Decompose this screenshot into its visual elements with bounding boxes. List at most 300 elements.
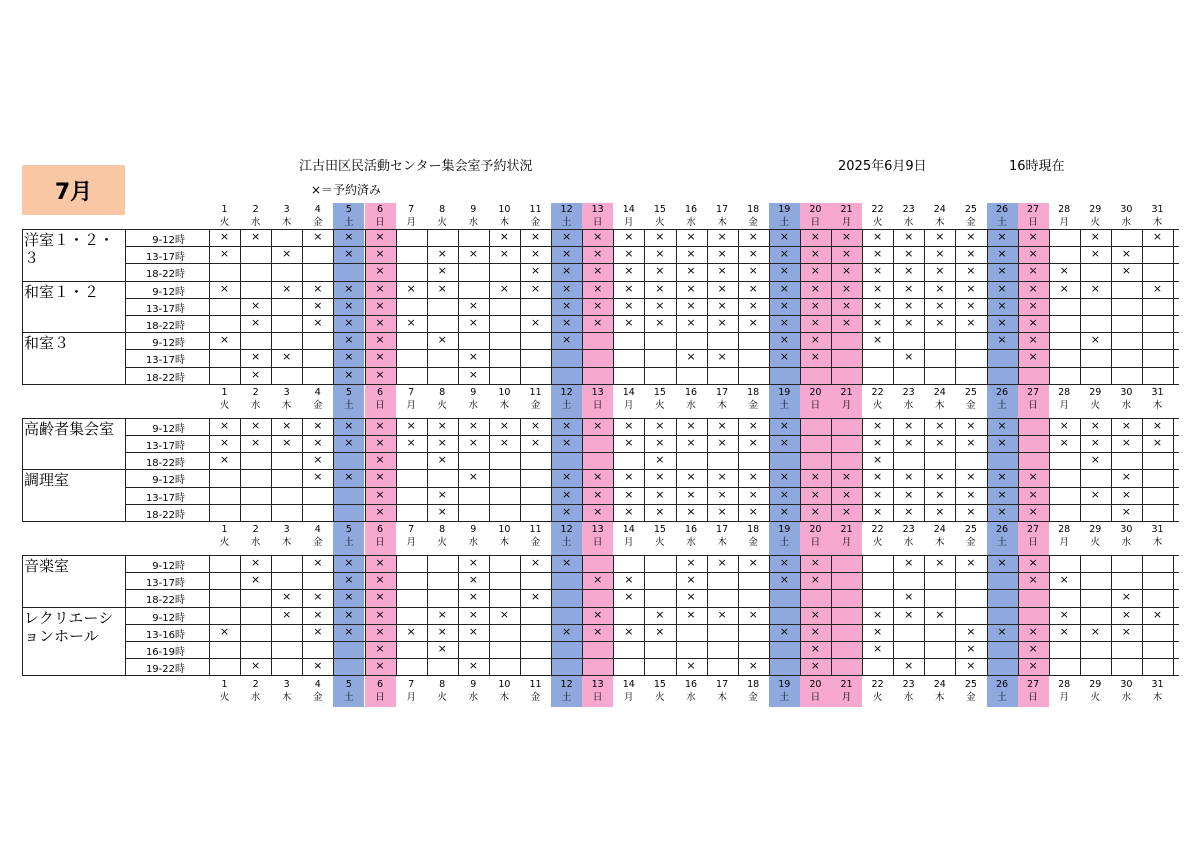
booked-mark: × (1028, 487, 1038, 501)
booked-mark: × (748, 487, 758, 501)
day-header (333, 203, 364, 229)
day-col-border (769, 229, 770, 384)
weekday: 月 (1059, 399, 1069, 411)
booked-mark: × (935, 418, 945, 432)
booked-mark: × (655, 487, 665, 501)
booked-mark: × (1059, 436, 1069, 449)
weekday: 月 (841, 692, 852, 704)
weekday: 火 (655, 692, 665, 704)
day-number: 31 (1151, 204, 1164, 215)
booked-mark: × (561, 487, 572, 501)
booked-mark: × (499, 230, 509, 243)
slot-label: 9-12時 (152, 475, 185, 487)
day-number: 22 (871, 679, 884, 691)
booked-mark: × (468, 436, 478, 449)
booked-mark: × (1152, 418, 1163, 432)
day-col-border (458, 229, 459, 384)
day-col-border (302, 418, 303, 521)
day-col-border (209, 418, 210, 521)
day-col-border (1018, 555, 1019, 675)
booked-mark: × (966, 470, 976, 484)
booked-mark: × (530, 418, 541, 432)
day-number: 1 (221, 524, 228, 535)
day-col-border (240, 418, 241, 521)
day-number: 14 (622, 524, 635, 535)
day-col-border (1049, 555, 1050, 675)
weekday: 日 (810, 217, 821, 228)
booked-mark: × (655, 453, 665, 467)
booked-mark: × (810, 470, 820, 484)
booked-mark: × (841, 470, 852, 484)
day-number: 16 (684, 386, 698, 398)
booked-mark: × (810, 607, 820, 621)
booked-mark: × (282, 247, 292, 261)
weekday: 土 (344, 692, 354, 704)
day-col-border (738, 229, 739, 384)
booked-mark: × (468, 470, 478, 484)
room-name: 和室３ (24, 334, 70, 353)
day-number: 13 (591, 524, 604, 535)
booked-mark: × (375, 350, 385, 364)
booked-mark: × (468, 298, 478, 312)
weekday: 金 (530, 537, 541, 548)
booked-mark: × (344, 230, 354, 243)
day-number: 5 (345, 679, 352, 691)
day-number: 7 (408, 524, 415, 535)
day-number: 18 (747, 524, 760, 535)
weekday: 日 (810, 537, 821, 548)
day-col-border (209, 229, 210, 384)
booked-mark: × (997, 504, 1007, 518)
day-number: 15 (653, 386, 666, 398)
booked-mark: × (1028, 247, 1038, 261)
booked-mark: × (904, 418, 914, 432)
weekday: 木 (717, 692, 727, 704)
day-header (676, 523, 707, 549)
weekday: 日 (1028, 217, 1038, 228)
booked-mark: × (717, 298, 727, 312)
weekday: 土 (561, 399, 572, 411)
day-col-border (707, 555, 708, 675)
weekday: 金 (748, 537, 758, 548)
day-col-border (862, 555, 863, 675)
day-col-border (676, 555, 677, 675)
day-header (800, 523, 831, 549)
weekday: 金 (748, 692, 758, 704)
booked-mark: × (997, 247, 1007, 261)
booked-mark: × (997, 624, 1007, 638)
weekday: 金 (313, 692, 323, 704)
booked-mark: × (344, 418, 354, 432)
slot-label: 18-22時 (145, 372, 185, 384)
day-col-border (738, 418, 739, 521)
day-number: 29 (1089, 524, 1102, 535)
day-header (302, 523, 333, 549)
day-header (489, 203, 520, 229)
booked-mark: × (655, 264, 665, 278)
booked-mark: × (904, 504, 914, 518)
day-col-border (800, 555, 801, 675)
slot-label: 18-22時 (145, 509, 185, 521)
day-col-border (396, 418, 397, 521)
slot-label: 18-22時 (145, 595, 185, 607)
day-number: 20 (809, 524, 822, 535)
day-number: 11 (529, 679, 542, 691)
day-number: 4 (314, 524, 321, 535)
day-col-border (707, 229, 708, 384)
booked-mark: × (904, 659, 914, 673)
day-col-border (582, 418, 583, 521)
booked-mark: × (717, 230, 727, 243)
booked-mark: × (779, 556, 789, 569)
weekday: 水 (1121, 399, 1132, 411)
weekday: 日 (592, 399, 603, 411)
booked-mark: × (530, 316, 541, 329)
booked-mark: × (1028, 350, 1038, 364)
booked-mark: × (872, 333, 883, 347)
day-header (427, 386, 458, 412)
day-header (271, 523, 302, 549)
booked-mark: × (904, 264, 914, 278)
booked-mark: × (561, 436, 572, 449)
day-col-border (1049, 418, 1050, 521)
booked-mark: × (313, 607, 323, 621)
left-border (22, 555, 23, 675)
booked-mark: × (593, 418, 603, 432)
booked-mark: × (904, 316, 914, 329)
booked-mark: × (593, 281, 603, 295)
booked-mark: × (561, 281, 572, 295)
day-number: 25 (964, 204, 977, 215)
day-header (1049, 678, 1080, 704)
day-header (427, 203, 458, 229)
booked-mark: × (624, 487, 634, 501)
booked-mark: × (1028, 264, 1038, 278)
day-header (302, 678, 333, 704)
weekday: 木 (1152, 537, 1163, 548)
weekday: 水 (1121, 217, 1132, 228)
booked-mark: × (872, 247, 883, 261)
booked-mark: × (686, 418, 696, 432)
day-col-border (769, 418, 770, 521)
booked-mark: × (1059, 418, 1069, 432)
day-col-border (302, 229, 303, 384)
weekday: 月 (406, 692, 416, 704)
day-header (520, 203, 551, 229)
slot-label: 13-16時 (145, 629, 185, 641)
weekday: 金 (966, 537, 976, 548)
booked-mark: × (530, 556, 541, 569)
day-header (893, 386, 924, 412)
day-header (551, 203, 582, 229)
booked-mark: × (966, 659, 976, 673)
day-number: 7 (408, 386, 415, 398)
booked-mark: × (935, 264, 945, 278)
day-header (1111, 203, 1142, 229)
booked-mark: × (748, 418, 758, 432)
booked-mark: × (748, 316, 758, 329)
day-col-border (676, 229, 677, 384)
booked-mark: × (593, 573, 603, 587)
booked-mark: × (468, 573, 478, 587)
booked-mark: × (841, 316, 852, 329)
day-header (520, 678, 551, 704)
booked-mark: × (810, 642, 820, 655)
booked-mark: × (375, 436, 385, 449)
weekday: 金 (530, 692, 541, 704)
day-number: 15 (653, 204, 666, 215)
booked-mark: × (904, 350, 914, 364)
booked-mark: × (375, 247, 385, 261)
booked-mark: × (686, 556, 696, 569)
day-header (1080, 523, 1111, 549)
slot-label: 13-17時 (145, 441, 185, 452)
booked-mark: × (437, 607, 447, 621)
weekday: 水 (468, 537, 479, 548)
day-header (707, 523, 738, 549)
day-col-border (271, 229, 272, 384)
booked-mark: × (624, 418, 634, 432)
booked-mark: × (717, 281, 727, 295)
day-header (458, 678, 489, 704)
day-header (613, 678, 644, 704)
booked-mark: × (748, 470, 758, 484)
day-header (987, 203, 1018, 229)
booked-mark: × (717, 504, 727, 518)
booked-mark: × (375, 504, 385, 518)
booked-mark: × (717, 487, 727, 501)
day-header (800, 678, 831, 704)
booked-mark: × (1090, 453, 1100, 467)
day-header (862, 386, 893, 412)
day-header (1080, 678, 1111, 704)
day-number: 8 (439, 204, 446, 215)
day-number: 12 (560, 524, 573, 535)
slot-label: 13-17時 (145, 252, 185, 264)
booked-mark: × (748, 436, 758, 449)
booked-mark: × (686, 247, 696, 261)
day-col-border (365, 418, 366, 521)
booked-mark: × (966, 436, 976, 449)
booked-mark: × (779, 573, 789, 587)
day-header (831, 203, 862, 229)
weekday: 火 (655, 399, 665, 411)
weekday: 日 (1028, 692, 1038, 704)
day-header (333, 678, 364, 704)
day-number: 19 (778, 386, 791, 398)
day-number: 23 (902, 524, 915, 535)
booked-mark: × (748, 264, 758, 278)
booked-mark: × (810, 316, 820, 329)
day-number: 21 (840, 524, 853, 535)
booked-mark: × (748, 607, 758, 621)
booked-mark: × (344, 247, 354, 261)
day-number: 15 (653, 524, 666, 535)
booked-mark: × (810, 624, 820, 638)
day-header (489, 523, 520, 549)
booked-mark: × (748, 556, 758, 569)
day-col-border (489, 229, 490, 384)
day-col-border (520, 418, 521, 521)
weekday: 木 (935, 217, 945, 228)
booked-mark: × (779, 333, 789, 347)
day-number: 6 (376, 679, 384, 691)
day-col-border (1111, 229, 1112, 384)
weekday: 水 (1121, 537, 1132, 548)
booked-mark: × (841, 247, 852, 261)
booked-mark: × (872, 607, 883, 621)
slot-label: 9-12時 (152, 423, 185, 435)
day-col-border (427, 418, 428, 521)
day-header (427, 523, 458, 549)
booked-mark: × (219, 333, 230, 347)
weekday: 木 (499, 399, 510, 411)
left-border (22, 418, 23, 521)
weekday: 金 (313, 217, 323, 228)
booked-mark: × (779, 624, 789, 638)
day-header (987, 386, 1018, 412)
booked-mark: × (406, 436, 416, 449)
booked-mark: × (313, 418, 323, 432)
booked-mark: × (437, 642, 447, 655)
weekday: 日 (592, 692, 603, 704)
booked-mark: × (1028, 504, 1038, 518)
day-col-border (676, 418, 677, 521)
booked-mark: × (655, 316, 665, 329)
slot-label: 13-17時 (145, 492, 185, 504)
booked-mark: × (1121, 436, 1131, 449)
booked-mark: × (375, 367, 385, 381)
weekday: 土 (997, 217, 1007, 228)
day-col-border (1173, 418, 1174, 521)
booked-mark: × (313, 556, 323, 569)
booked-mark: × (313, 298, 323, 312)
day-header (302, 203, 333, 229)
booked-mark: × (904, 607, 914, 621)
booked-mark: × (250, 436, 261, 449)
booked-mark: × (406, 624, 416, 638)
sunday-column (831, 203, 862, 707)
day-number: 27 (1027, 204, 1040, 215)
booked-mark: × (561, 264, 572, 278)
day-header (1049, 523, 1080, 549)
day-number: 25 (964, 679, 977, 691)
booked-mark: × (872, 316, 883, 329)
booked-mark: × (717, 436, 727, 449)
booked-mark: × (593, 504, 603, 518)
day-header (893, 523, 924, 549)
weekday: 日 (592, 217, 603, 228)
day-header (551, 523, 582, 549)
weekday: 火 (1090, 217, 1101, 228)
day-number: 30 (1120, 524, 1133, 535)
day-header (489, 386, 520, 412)
booked-mark: × (375, 230, 385, 243)
booked-mark: × (1028, 659, 1038, 673)
booked-mark: × (375, 624, 385, 638)
slot-col-border (125, 418, 126, 521)
weekday: 金 (530, 399, 541, 411)
booked-mark: × (344, 590, 354, 604)
booked-mark: × (686, 230, 696, 243)
booked-mark: × (375, 298, 385, 312)
day-col-border (955, 555, 956, 675)
booked-mark: × (530, 264, 541, 278)
day-header (396, 678, 427, 704)
day-header (458, 523, 489, 549)
booked-mark: × (406, 418, 416, 432)
day-number: 3 (283, 386, 290, 398)
slot-border (125, 367, 1179, 368)
weekday: 水 (250, 217, 261, 228)
booked-mark: × (593, 247, 603, 261)
weekday: 土 (344, 217, 354, 228)
day-header (676, 203, 707, 229)
booked-mark: × (375, 642, 385, 655)
day-number: 12 (560, 386, 573, 398)
day-header (987, 678, 1018, 704)
day-number: 8 (439, 524, 446, 535)
booked-mark: × (313, 453, 323, 467)
day-number: 22 (871, 204, 884, 215)
weekday: 木 (281, 537, 292, 548)
day-header (1018, 203, 1049, 229)
weekday: 水 (903, 692, 914, 704)
day-number: 17 (716, 204, 729, 215)
booked-mark: × (872, 487, 883, 501)
day-header (551, 678, 582, 704)
day-col-border (458, 418, 459, 521)
day-header (365, 523, 396, 549)
weekday: 月 (406, 399, 416, 411)
day-col-border (707, 418, 708, 521)
room-name: 和室１・２ (24, 282, 100, 301)
slot-label: 18-22時 (145, 458, 185, 470)
day-header (831, 523, 862, 549)
slot-label: 9-12時 (152, 561, 185, 572)
booked-mark: × (717, 350, 727, 364)
booked-mark: × (686, 504, 696, 518)
slot-label: 19-22時 (145, 664, 185, 676)
booked-mark: × (997, 487, 1007, 501)
day-number: 7 (408, 204, 415, 215)
day-col-border (738, 555, 739, 675)
booked-mark: × (966, 504, 976, 518)
slot-label: 9-12時 (152, 286, 185, 298)
booked-mark: × (904, 590, 914, 604)
weekday: 火 (437, 217, 447, 228)
booked-mark: × (1059, 573, 1069, 587)
booked-mark: × (499, 281, 509, 295)
booked-mark: × (810, 573, 820, 587)
day-number: 17 (716, 386, 729, 398)
booked-mark: × (375, 590, 385, 604)
day-header (1080, 203, 1111, 229)
weekday: 水 (903, 217, 914, 228)
booked-mark: × (468, 418, 478, 432)
booked-mark: × (1090, 230, 1100, 243)
day-number: 4 (314, 679, 321, 691)
day-number: 29 (1089, 386, 1102, 398)
booked-mark: × (997, 436, 1007, 449)
booked-mark: × (997, 316, 1007, 329)
booked-mark: × (904, 298, 914, 312)
weekday: 日 (1028, 537, 1038, 548)
day-header (396, 386, 427, 412)
weekday: 火 (655, 217, 665, 228)
day-col-border (955, 229, 956, 384)
booked-mark: × (344, 367, 354, 381)
